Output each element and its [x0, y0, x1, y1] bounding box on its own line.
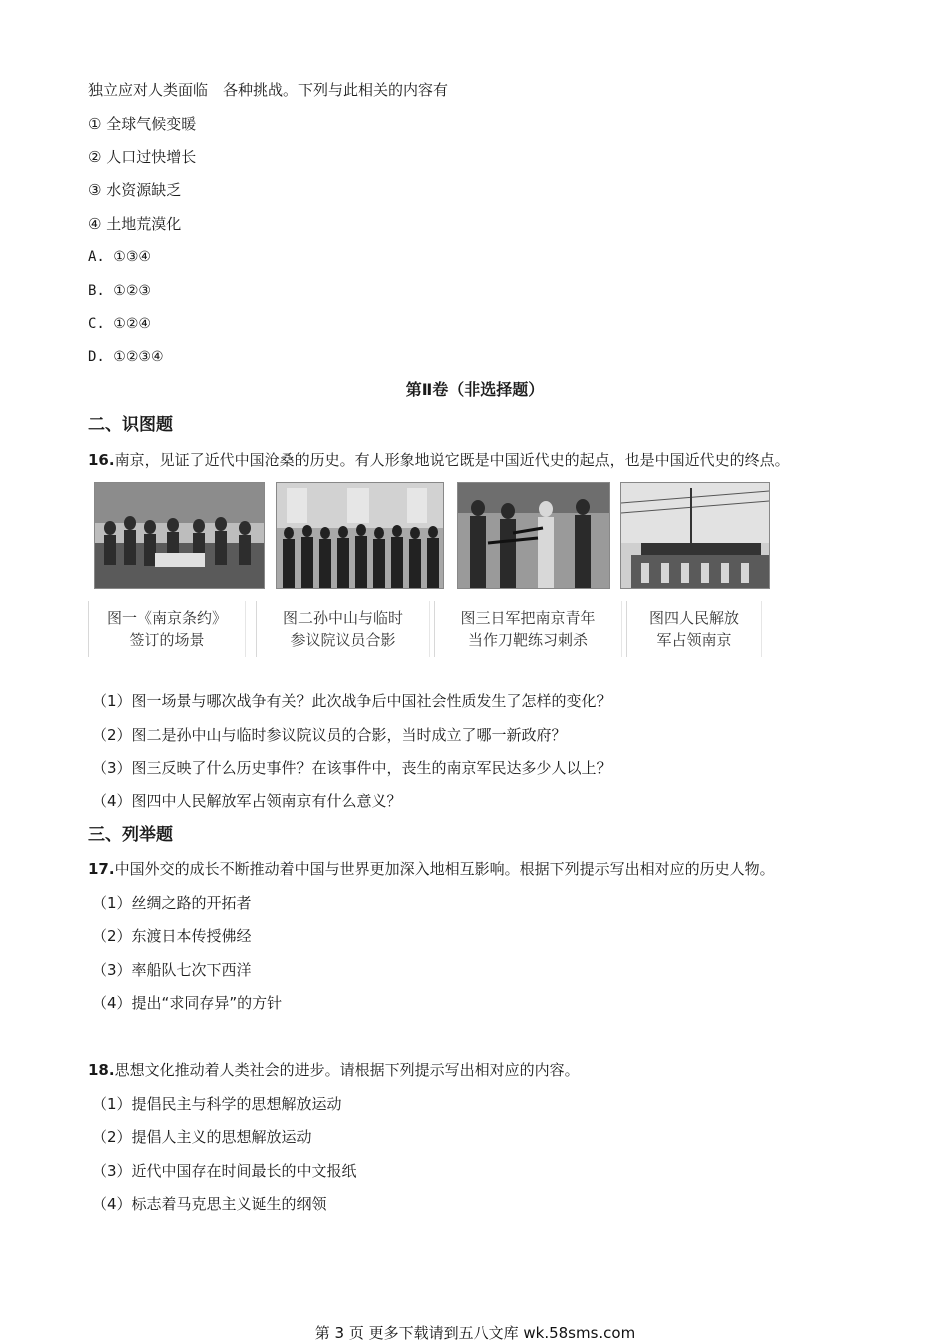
q15-option-b: B. ①②③ [88, 283, 151, 299]
q16-question-4: （4）图四中人民解放军占领南京有什么意义？ [92, 792, 402, 810]
q15-stem-tail: 独立应对人类面临 各种挑战。下列与此相关的内容有 [88, 81, 449, 99]
caption-figure-3-line-1: 图三日军把南京青年 [460, 609, 596, 627]
caption-figure-1-line-1: 图一《南京条约》 [106, 609, 227, 627]
q18-question-1: （1）提倡民主与科学的思想解放运动 [92, 1095, 342, 1113]
q18-number: 18. [88, 1061, 115, 1079]
q17-question-4: （4）提出“求同存异”的方针 [92, 994, 283, 1012]
photo-sun-yatsen-group [276, 482, 444, 589]
caption-figure-4-line-1: 图四人民解放 [648, 609, 739, 627]
caption-figure-4 [626, 601, 762, 657]
q15-item-4: ④ 土地荒漠化 [88, 215, 182, 233]
photo-pla-nanjing [620, 482, 770, 589]
page-footer: 第 3 页 更多下载请到五八文库 wk.58sms.com [314, 1324, 636, 1342]
q16-question-1: （1）图一场景与哪次战争有关？此次战争后中国社会性质发生了怎样的变化？ [92, 692, 612, 710]
q18-stem-text: 思想文化推动着人类社会的进步。请根据下列提示写出相对应的内容。 [114, 1061, 580, 1079]
section-title: 第Ⅱ卷（非选择题） [405, 380, 545, 399]
q17-stem [88, 859, 775, 879]
q15-item-3: ③ 水资源缺乏 [88, 181, 182, 199]
q16-question-3: （3）图三反映了什么历史事件？在该事件中，丧生的南京军民达多少人以上？ [92, 759, 612, 777]
q15-item-2: ② 人口过快增长 [88, 148, 197, 166]
q16-stem [88, 450, 790, 470]
q16-number: 16. [88, 451, 115, 469]
q17-question-2: （2）东渡日本传授佛经 [92, 927, 252, 945]
q18-stem [88, 1060, 580, 1080]
q18-question-2: （2）提倡人主义的思想解放运动 [92, 1128, 312, 1146]
caption-figure-1-line-2: 签订的场景 [129, 631, 205, 649]
photo-treaty-signing [94, 482, 265, 589]
caption-figure-2 [256, 601, 430, 657]
q15-option-d: D. ①②③④ [88, 349, 164, 365]
q17-question-3: （3）率船队七次下西洋 [92, 961, 252, 979]
q17-question-1: （1）丝绸之路的开拓者 [92, 894, 252, 912]
q18-question-3: （3）近代中国存在时间最长的中文报纸 [92, 1162, 357, 1180]
caption-figure-4-line-2: 军占领南京 [656, 631, 732, 649]
q15-item-1: ① 全球气候变暖 [88, 115, 197, 133]
section2-heading: 二、识图题 [88, 415, 173, 435]
q17-number: 17. [88, 860, 115, 878]
q16-stem-text: 南京，见证了近代中国沧桑的历史。有人形象地说它既是中国近代史的起点，也是中国近代史的终点。 [114, 451, 790, 469]
section3-heading: 三、列举题 [88, 825, 173, 845]
caption-figure-2-line-2: 参议院议员合影 [290, 631, 396, 649]
photo-nanjing-massacre [457, 482, 610, 589]
caption-figure-3-line-2: 当作刀靶练习刺杀 [467, 631, 588, 649]
caption-figure-2-line-1: 图二孙中山与临时 [282, 609, 403, 627]
caption-figure-3 [434, 601, 622, 657]
q18-question-4: （4）标志着马克思主义诞生的纲领 [92, 1195, 327, 1213]
q16-question-2: （2）图二是孙中山与临时参议院议员的合影，当时成立了哪一新政府？ [92, 726, 567, 744]
q15-option-a: A. ①③④ [88, 249, 151, 265]
q17-stem-text: 中国外交的成长不断推动着中国与世界更加深入地相互影响。根据下列提示写出相对应的历史人物。 [114, 860, 775, 878]
q15-option-c: C. ①②④ [88, 316, 151, 332]
caption-figure-1 [88, 601, 246, 657]
